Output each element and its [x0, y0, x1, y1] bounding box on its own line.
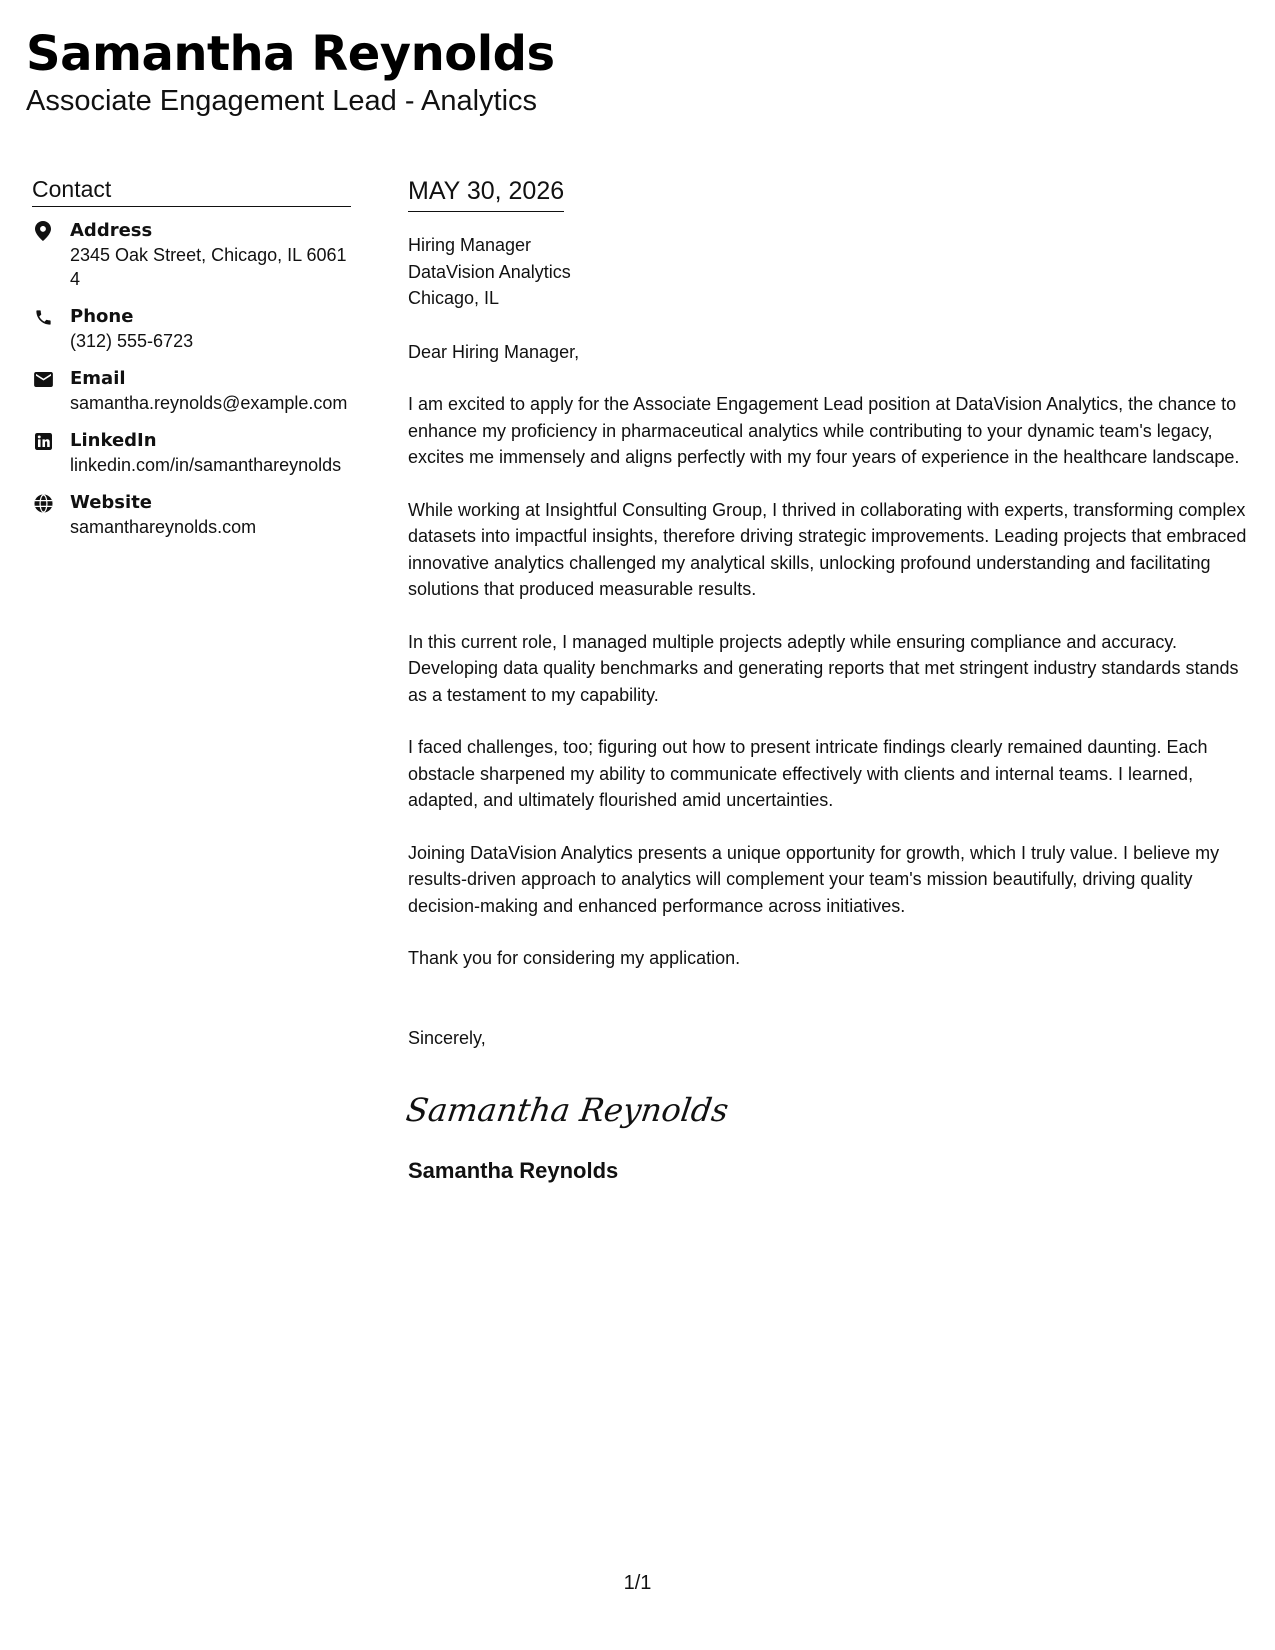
paragraph: I faced challenges, too; figuring out how to present intricate findings clearly remained daunting. Each obstacle sharpened my ability to communicate effectively with clients and internal teams. I learned, adapted, and ultimately flourished amid uncertainties.	[408, 737, 1208, 810]
handwritten-signature	[403, 1085, 731, 1135]
contact-item-linkedin	[32, 429, 351, 477]
phone-value: (312) 555-6723	[70, 331, 194, 351]
phone-icon	[32, 306, 54, 328]
email-label: Email	[70, 368, 126, 389]
letter-header	[26, 24, 555, 118]
page-number: 1/1	[623, 1572, 652, 1594]
globe-icon	[32, 492, 54, 514]
envelope-icon	[32, 368, 54, 390]
address-label: Address	[70, 220, 153, 241]
contact-item-website	[32, 491, 351, 539]
map-pin-icon	[32, 220, 54, 242]
salutation: Dear Hiring Manager,	[408, 341, 580, 362]
contact-sidebar	[32, 174, 351, 553]
letter-body	[403, 174, 1248, 1185]
letter-date: MAY 30, 2026	[408, 174, 564, 212]
contact-item-phone	[32, 305, 351, 353]
closing: Sincerely,	[408, 1027, 486, 1048]
paragraph: In this current role, I managed multiple projects adeptly while ensuring compliance and accuracy. Developing data quality benchmarks and generating reports that met stringent industry standards stands as a testament to my capability.	[408, 631, 1239, 705]
applicant-name: Samantha Reynolds	[26, 26, 555, 82]
recipient-company: DataVision Analytics	[408, 261, 571, 282]
contact-item-email	[32, 367, 351, 415]
address-value: 2345 Oak Street, Chicago, IL 60614	[70, 245, 347, 289]
recipient-title: Hiring Manager	[408, 235, 532, 255]
signature-script: Samantha Reynolds	[403, 1091, 731, 1129]
signer-name: Samantha Reynolds	[408, 1158, 619, 1183]
contact-heading: Contact	[32, 174, 351, 207]
website-value: samanthareynolds.com	[70, 517, 257, 537]
recipient-location: Chicago, IL	[408, 288, 500, 308]
phone-label: Phone	[70, 306, 134, 327]
applicant-role: Associate Engagement Lead - Analytics	[26, 85, 538, 117]
linkedin-value: linkedin.com/in/samanthareynolds	[70, 455, 342, 475]
paragraph: Thank you for considering my application.	[408, 948, 741, 968]
website-label: Website	[70, 492, 153, 513]
linkedin-label: LinkedIn	[70, 430, 157, 451]
recipient-block	[408, 232, 1248, 312]
paragraph: I am excited to apply for the Associate Engagement Lead position at DataVision Analytics, the chance to enhance my proficiency in pharmaceutical analytics while contributing to your dynamic team's legacy, excites me immensely and aligns perfectly with my four years of experience in the healthcare landscape.	[408, 394, 1240, 467]
linkedin-icon	[32, 430, 54, 452]
email-value: samantha.reynolds@example.com	[70, 393, 348, 413]
contact-item-address	[32, 219, 351, 291]
paragraph: Joining DataVision Analytics presents a unique opportunity for growth, which I truly value. I believe my results-driven approach to analytics will complement your team's mission beautifully, driving quality decision-making and enhanced performance across initiatives.	[408, 842, 1220, 916]
paragraph: While working at Insightful Consulting Group, I thrived in collaborating with experts, transforming complex datasets into impactful insights, therefore driving strategic improvements. Leading projects that embraced innovative analytics challenged my analytical skills, unlocking profound understanding and facilitating solutions that produced measurable results.	[408, 499, 1247, 599]
